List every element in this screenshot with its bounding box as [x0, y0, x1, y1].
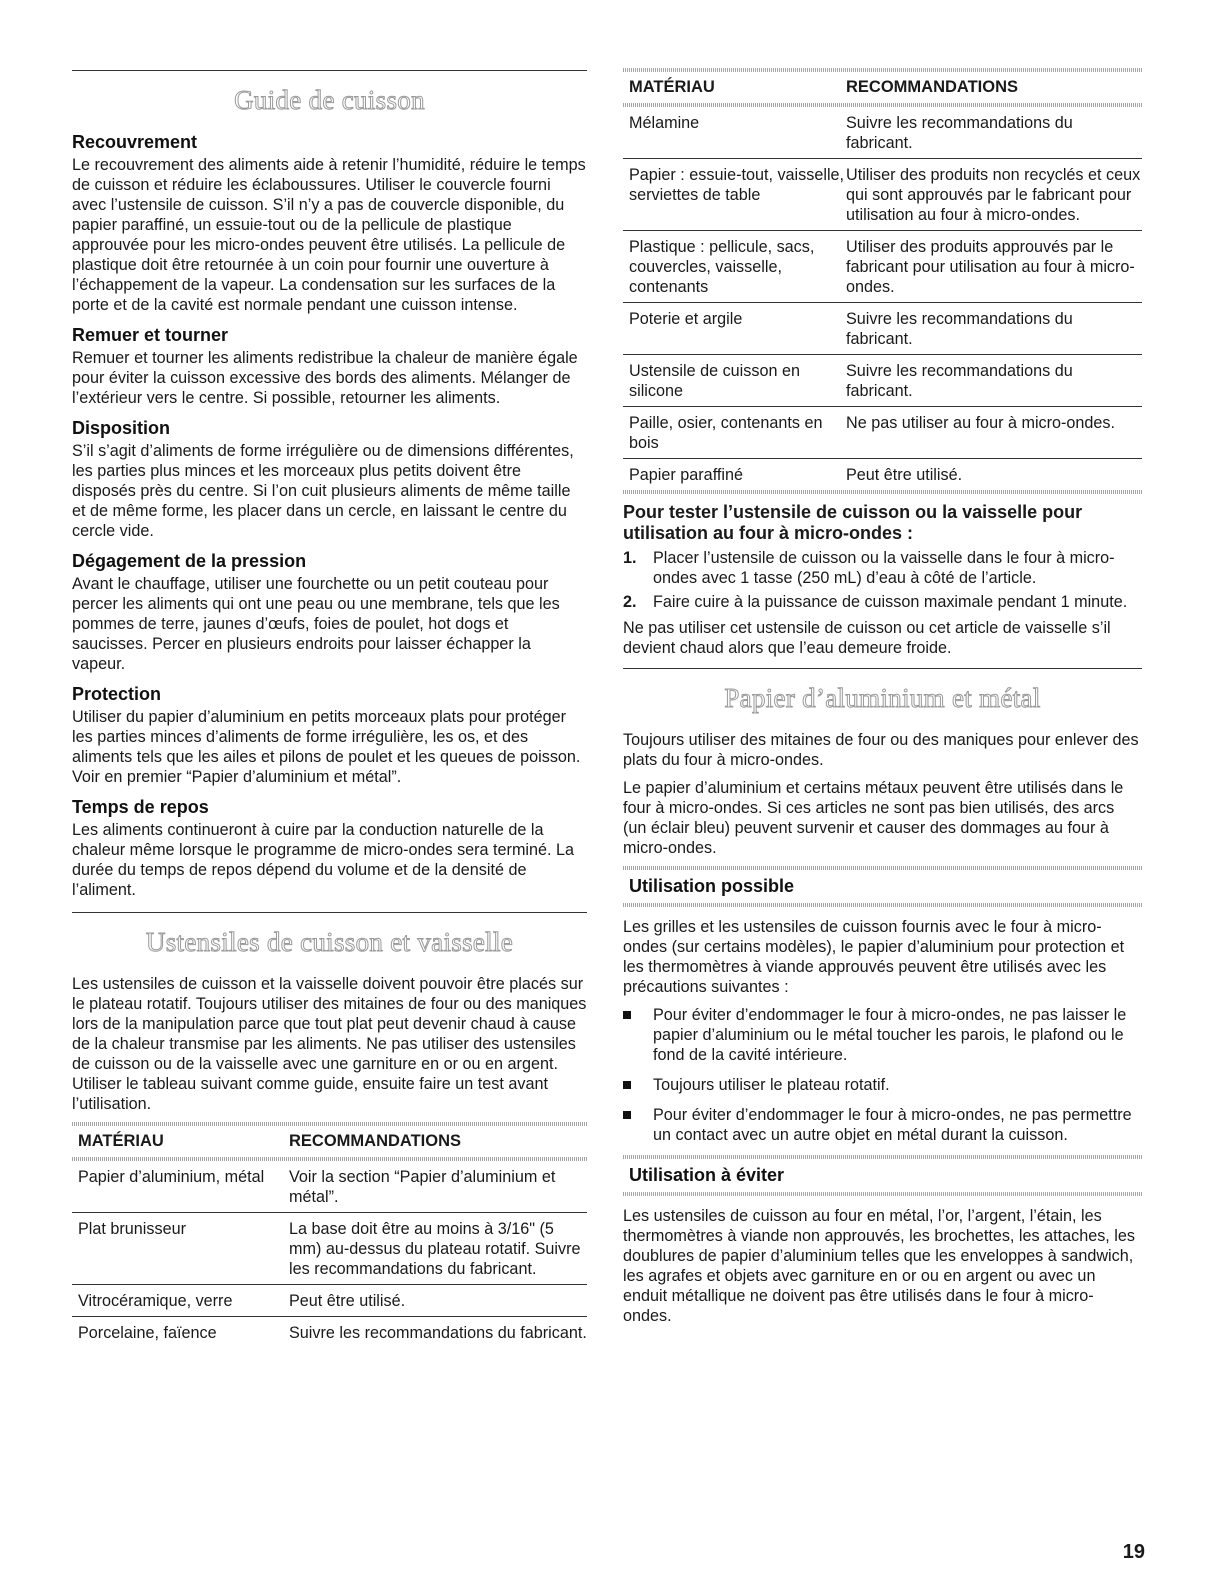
- alu-title: Papier d’aluminium et métal: [724, 683, 1041, 713]
- section-heading: Disposition: [72, 418, 170, 438]
- cell-recommendation: Peut être utilisé.: [846, 466, 963, 484]
- cell-recommendation: Suivre les recommandations du fabricant.: [846, 114, 1073, 152]
- subhead-dotted-rule: [623, 1192, 1142, 1196]
- section-text: Avant le chauffage, utiliser une fourchette ou un petit couteau pour percer les aliments qui ont une peau ou une membrane, tels que les pommes de terre, jaunes d’œufs, foies de poulet, hot dogs et saucisses. Percer en plusieurs endroits pour laisser échapper la vapeur.: [72, 575, 560, 673]
- test-steps: [623, 548, 1142, 612]
- cell-recommendation: Suivre les recommandations du fabricant.: [846, 362, 1073, 400]
- possible-bullets: [623, 1005, 1142, 1145]
- step-number: 2.: [623, 593, 637, 611]
- section-heading: Protection: [72, 684, 162, 704]
- section-temps-repos: [72, 797, 587, 900]
- alu-paragraph-1: Toujours utiliser des mitaines de four ou des maniques pour enlever des plats du four à micro-ondes.: [623, 731, 1139, 769]
- table-row: [623, 231, 1142, 303]
- table-row: [623, 459, 1142, 490]
- cell-material: Plat brunisseur: [78, 1220, 186, 1238]
- table-row: [72, 1285, 587, 1317]
- test-heading: Pour tester l’ustensile de cuisson ou la vaisselle pour utilisation au four à micro-ondes :: [623, 502, 1083, 543]
- table-row: [72, 1317, 587, 1348]
- table-row: [72, 1213, 587, 1285]
- section-text: Utiliser du papier d’aluminium en petits morceaux plats pour protéger les parties minces d’aliments de forme irrégulière, les os, et des aliments tels que les ailes et pilons de poulet et les queues de poisson. Voir en premier “Papier d’aluminium et métal”.: [72, 708, 581, 786]
- list-item: [623, 1005, 1142, 1065]
- subhead-dotted-rule: [623, 1155, 1142, 1159]
- section-text: Remuer et tourner les aliments redistribue la chaleur de manière égale pour éviter la cuisson excessive des bords des aliments. Mélanger de l’extérieur vers le centre. Si possible, retourner les aliments.: [72, 349, 578, 407]
- materials-table-left: [72, 1122, 587, 1348]
- step-text: Placer l’ustensile de cuisson ou la vaisselle dans le four à micro-ondes avec 1 tasse (250 mL) d’eau à côté de l’article.: [653, 549, 1115, 587]
- table-header: [623, 72, 1142, 103]
- section-heading: Recouvrement: [72, 132, 198, 152]
- cell-material: Papier : essuie-tout, vaisselle, serviettes de table: [629, 166, 845, 204]
- step-text: Faire cuire à la puissance de cuisson maximale pendant 1 minute.: [653, 593, 1128, 611]
- cell-material: Plastique : pellicule, sacs, couvercles, vaisselle, contenants: [629, 238, 815, 296]
- bullet-icon: [623, 1005, 653, 1065]
- header-materiau: MATÉRIAU: [629, 78, 715, 96]
- cell-recommendation: Utiliser des produits approuvés par le fabricant pour utilisation au four à micro-ondes.: [846, 238, 1135, 296]
- ustensiles-text: Les ustensiles de cuisson et la vaisselle doivent pouvoir être placés sur le plateau rotatif. Toujours utiliser des mitaines de four ou des maniques lors de la manipulation parce que tout plat peut devenir chaud à cause de la chaleur transmise par les aliments. Ne pas utiliser des ustensiles de cuisson ou de la vaisselle avec une garniture en or ou en argent. Utiliser le tableau suivant comme guide, ensuite faire un test avant l’utilisation.: [72, 975, 587, 1113]
- table-dotted-rule: [623, 103, 1142, 107]
- possible-heading: Utilisation possible: [629, 876, 795, 896]
- section-rule: [623, 668, 1142, 669]
- ustensiles-title: Ustensiles de cuisson et vaisselle: [145, 927, 514, 957]
- section-rule: [72, 912, 587, 913]
- cell-material: Poterie et argile: [629, 310, 743, 328]
- table-row: [72, 1161, 587, 1213]
- table-row: [623, 303, 1142, 355]
- table-header: [72, 1126, 587, 1157]
- header-recommandations: RECOMMANDATIONS: [846, 78, 1019, 96]
- step-number: 1.: [623, 549, 637, 567]
- header-materiau: MATÉRIAU: [78, 1132, 164, 1150]
- cell-material: Paille, osier, contenants en bois: [629, 414, 823, 452]
- bullet-icon: [623, 1075, 653, 1095]
- cell-recommendation: Suivre les recommandations du fabricant.: [289, 1324, 587, 1342]
- possible-heading-box: [623, 870, 1142, 903]
- guide-title: Guide de cuisson: [234, 85, 425, 115]
- section-disposition: [72, 418, 587, 541]
- avoid-heading-box: [623, 1159, 1142, 1192]
- table-dotted-rule: [623, 490, 1142, 494]
- table-row: [623, 107, 1142, 159]
- cell-material: Ustensile de cuisson en silicone: [629, 362, 800, 400]
- bullet-text: Toujours utiliser le plateau rotatif.: [653, 1076, 890, 1094]
- cell-recommendation: Suivre les recommandations du fabricant.: [846, 310, 1073, 348]
- section-remuer: [72, 325, 587, 408]
- table-row: [623, 407, 1142, 459]
- header-recommandations: RECOMMANDATIONS: [289, 1132, 462, 1150]
- bullet-text: Pour éviter d’endommager le four à micro-ondes, ne pas laisser le papier d’aluminium ou le métal toucher les parois, le plafond ou le fond de la cavité intérieure.: [653, 1006, 1127, 1064]
- section-heading: Remuer et tourner: [72, 325, 229, 345]
- cell-material: Vitrocéramique, verre: [78, 1292, 233, 1310]
- test-note: Ne pas utiliser cet ustensile de cuisson ou cet article de vaisselle s’il devient chaud alors que l’eau demeure froide.: [623, 619, 1111, 657]
- alu-paragraph-2: Le papier d’aluminium et certains métaux peuvent être utilisés dans le four à micro-ondes. Si ces articles ne sont pas bien utilisés, des arcs (un éclair bleu) peuvent survenir et causer des dommages au four à micro-ondes.: [623, 779, 1124, 857]
- table-dotted-rule: [72, 1157, 587, 1161]
- bullet-icon: [623, 1105, 653, 1145]
- section-text: Le recouvrement des aliments aide à retenir l’humidité, réduire le temps de cuisson et réduire les éclaboussures. Utiliser le couvercle fourni avec l’ustensile de cuisson. S’il n’y a pas de couvercle disponible, du papier paraffiné, un essuie-tout ou de la pellicule de plastique approuvée pour les micro-ondes peuvent être utilisés. La pellicule de plastique doit être retournée à un coin pour fournir une ouverture à l’échappement de la vapeur. La condensation sur les surfaces de la porte et de la cavité est normale pendant une cuisson intense.: [72, 156, 586, 314]
- cell-material: Mélamine: [629, 114, 700, 132]
- section-heading: Temps de repos: [72, 797, 209, 817]
- cell-material: Papier paraffiné: [629, 466, 743, 484]
- cell-recommendation: Utiliser des produits non recyclés et ceux qui sont approuvés par le fabricant pour utilisation au four à micro-ondes.: [846, 166, 1141, 224]
- section-text: Les aliments continueront à cuire par la conduction naturelle de la chaleur même lorsque le programme de micro-ondes sera terminé. La durée du temps de repos dépend du volume et de la densité de l’aliment.: [72, 821, 575, 899]
- page-number: 19: [1122, 1541, 1145, 1563]
- materials-table-right: [623, 68, 1142, 494]
- subhead-dotted-rule: [623, 866, 1142, 870]
- cell-recommendation: La base doit être au moins à 3/16" (5 mm) au-dessus du plateau rotatif. Suivre les recommandations du fabricant.: [289, 1220, 581, 1278]
- section-heading: Dégagement de la pression: [72, 551, 307, 571]
- section-degagement: [72, 551, 587, 674]
- list-item: [623, 592, 1142, 612]
- cell-recommendation: Voir la section “Papier d’aluminium et métal”.: [289, 1168, 556, 1206]
- section-recouvrement: [72, 132, 587, 315]
- top-rule: [72, 70, 587, 71]
- possible-text: Les grilles et les ustensiles de cuisson fournis avec le four à micro-ondes (sur certains modèles), le papier d’aluminium pour protection et les thermomètres à viande approuvés peuvent être utilisés avec les précautions suivantes :: [623, 918, 1125, 996]
- cell-recommendation: Peut être utilisé.: [289, 1292, 406, 1310]
- cell-recommendation: Ne pas utiliser au four à micro-ondes.: [846, 414, 1116, 432]
- list-item: [623, 1075, 1142, 1095]
- table-row: [623, 159, 1142, 231]
- table-row: [623, 355, 1142, 407]
- cell-material: Porcelaine, faïence: [78, 1324, 217, 1342]
- bullet-text: Pour éviter d’endommager le four à micro-ondes, ne pas permettre un contact avec un autre objet en métal durant la cuisson.: [653, 1106, 1132, 1144]
- subhead-dotted-rule: [623, 903, 1142, 907]
- right-column: [623, 68, 1142, 1334]
- list-item: [623, 548, 1142, 588]
- left-column: [72, 70, 587, 1348]
- avoid-text: Les ustensiles de cuisson au four en métal, l’or, l’argent, l’étain, les thermomètres à viande non approuvés, les brochettes, les attaches, les doublures de papier d’aluminium telles que les enveloppes à sandwich, les agrafes et objets avec garniture en or ou en argent ou avec un enduit métallique ne doivent pas être utilisés dans le four à micro-ondes.: [623, 1207, 1135, 1325]
- cell-material: Papier d’aluminium, métal: [78, 1168, 265, 1186]
- avoid-heading: Utilisation à éviter: [629, 1165, 785, 1185]
- section-text: S’il s’agit d’aliments de forme irrégulière ou de dimensions différentes, les parties plus minces et les morceaux plus petits doivent être disposés près du centre. Si l’on cuit plusieurs aliments de même taille et de même forme, les placer dans un cercle, en laissant le centre du cercle vide.: [72, 442, 574, 540]
- section-protection: [72, 684, 587, 787]
- list-item: [623, 1105, 1142, 1145]
